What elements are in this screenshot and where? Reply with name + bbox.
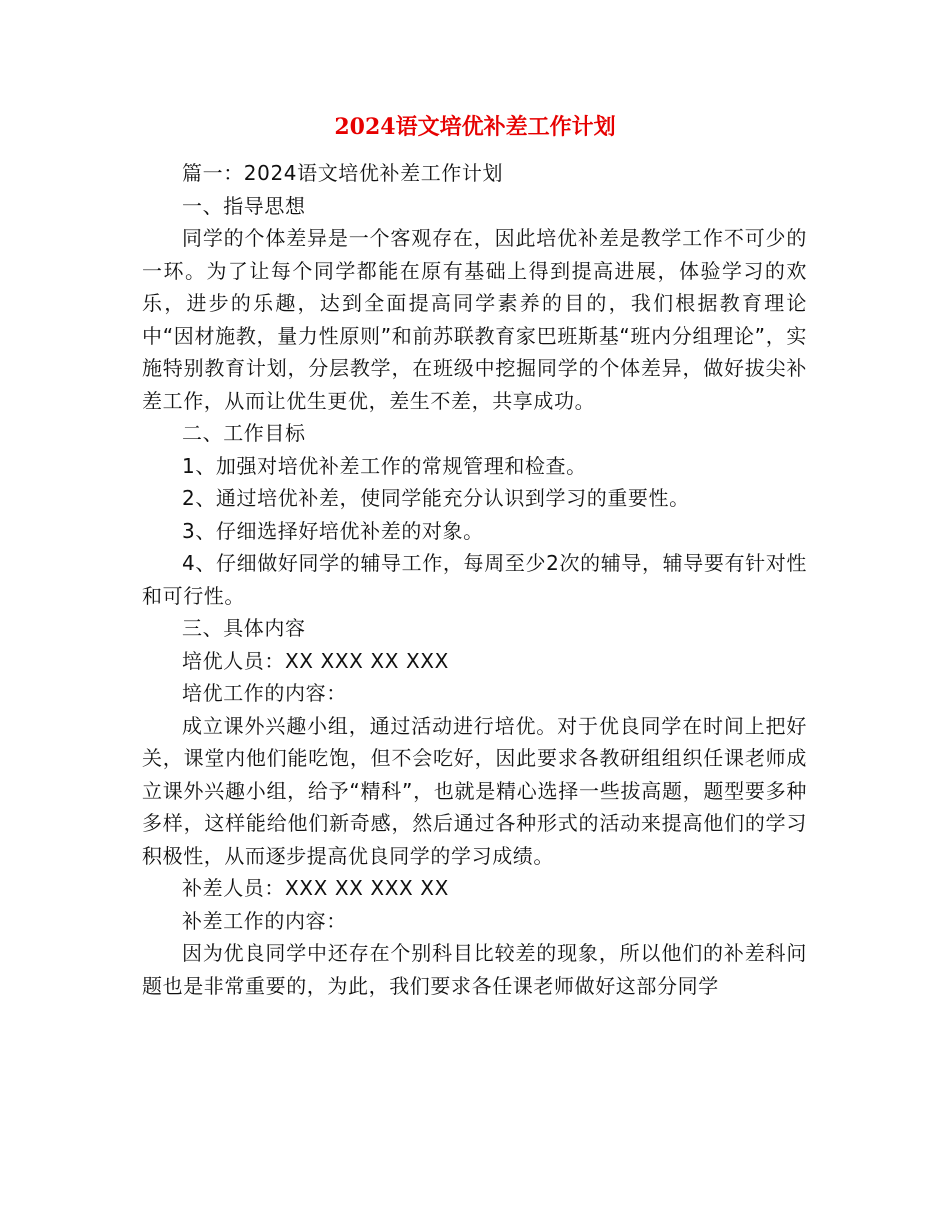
paragraph-excellence-work: 成立课外兴趣小组，通过活动进行培优。对于优良同学在时间上把好关，课堂内他们能吃饱，但不会吃好，因此要求各教研组组织任课老师成立课外兴趣小组，给予“精科”，也就是精心选择一些拔高题，题型要多种多样，这样能给他们新奇感，然后通过各种形式的活动来提高他们的学习积极性，从而逐步提高优良同学的学习成绩。 — [142, 713, 807, 868]
section-heading-work-goals: 二、工作目标 — [182, 421, 306, 445]
section-heading-guiding-thought: 一、指导思想 — [182, 193, 306, 218]
chapter-heading: 篇一：2024语文培优补差工作计划 — [182, 161, 504, 185]
excellence-work-label: 培优工作的内容： — [182, 681, 347, 705]
goal-item-1: 1、加强对培优补差工作的常规管理和检查。 — [182, 453, 587, 478]
remedial-work-label: 补差工作的内容： — [182, 908, 347, 933]
paragraph-guiding-thought: 同学的个体差异是一个客观存在，因此培优补差是教学工作不可少的一环。为了让每个同学都能在原有基础上得到提高进展，体验学习的欢乐，进步的乐趣，达到全面提高同学素养的目的，我们根据教育理论中“因材施教，量力性原则”和前苏联教育家巴班斯基“班内分组理论”，实施特别教育计划，分层教学，在班级中挖掘同学的个体差异，做好拔尖补差工作，从而让优生更优，差生不差，共享成功。 — [142, 226, 807, 413]
goal-item-4: 4、仔细做好同学的辅导工作，每周至少2次的辅导，辅导要有针对性和可行性。 — [142, 551, 807, 608]
goal-item-3: 3、仔细选择好培优补差的对象。 — [182, 518, 484, 543]
document-title: 2024语文培优补差工作计划 — [334, 114, 616, 140]
section-heading-specific-content: 三、具体内容 — [182, 616, 306, 640]
paragraph-remedial-work: 因为优良同学中还存在个别科目比较差的现象，所以他们的补差科问题也是非常重要的，为此，我们要求各任课老师做好这部分同学 — [142, 941, 807, 998]
goal-item-2: 2、通过培优补差，使同学能充分认识到学习的重要性。 — [182, 486, 690, 510]
document-body — [142, 157, 807, 1002]
excellence-students-line: 培优人员：XX XXX XX XXX — [182, 648, 449, 673]
remedial-students-line: 补差人员：XXX XX XXX XX — [182, 876, 449, 900]
